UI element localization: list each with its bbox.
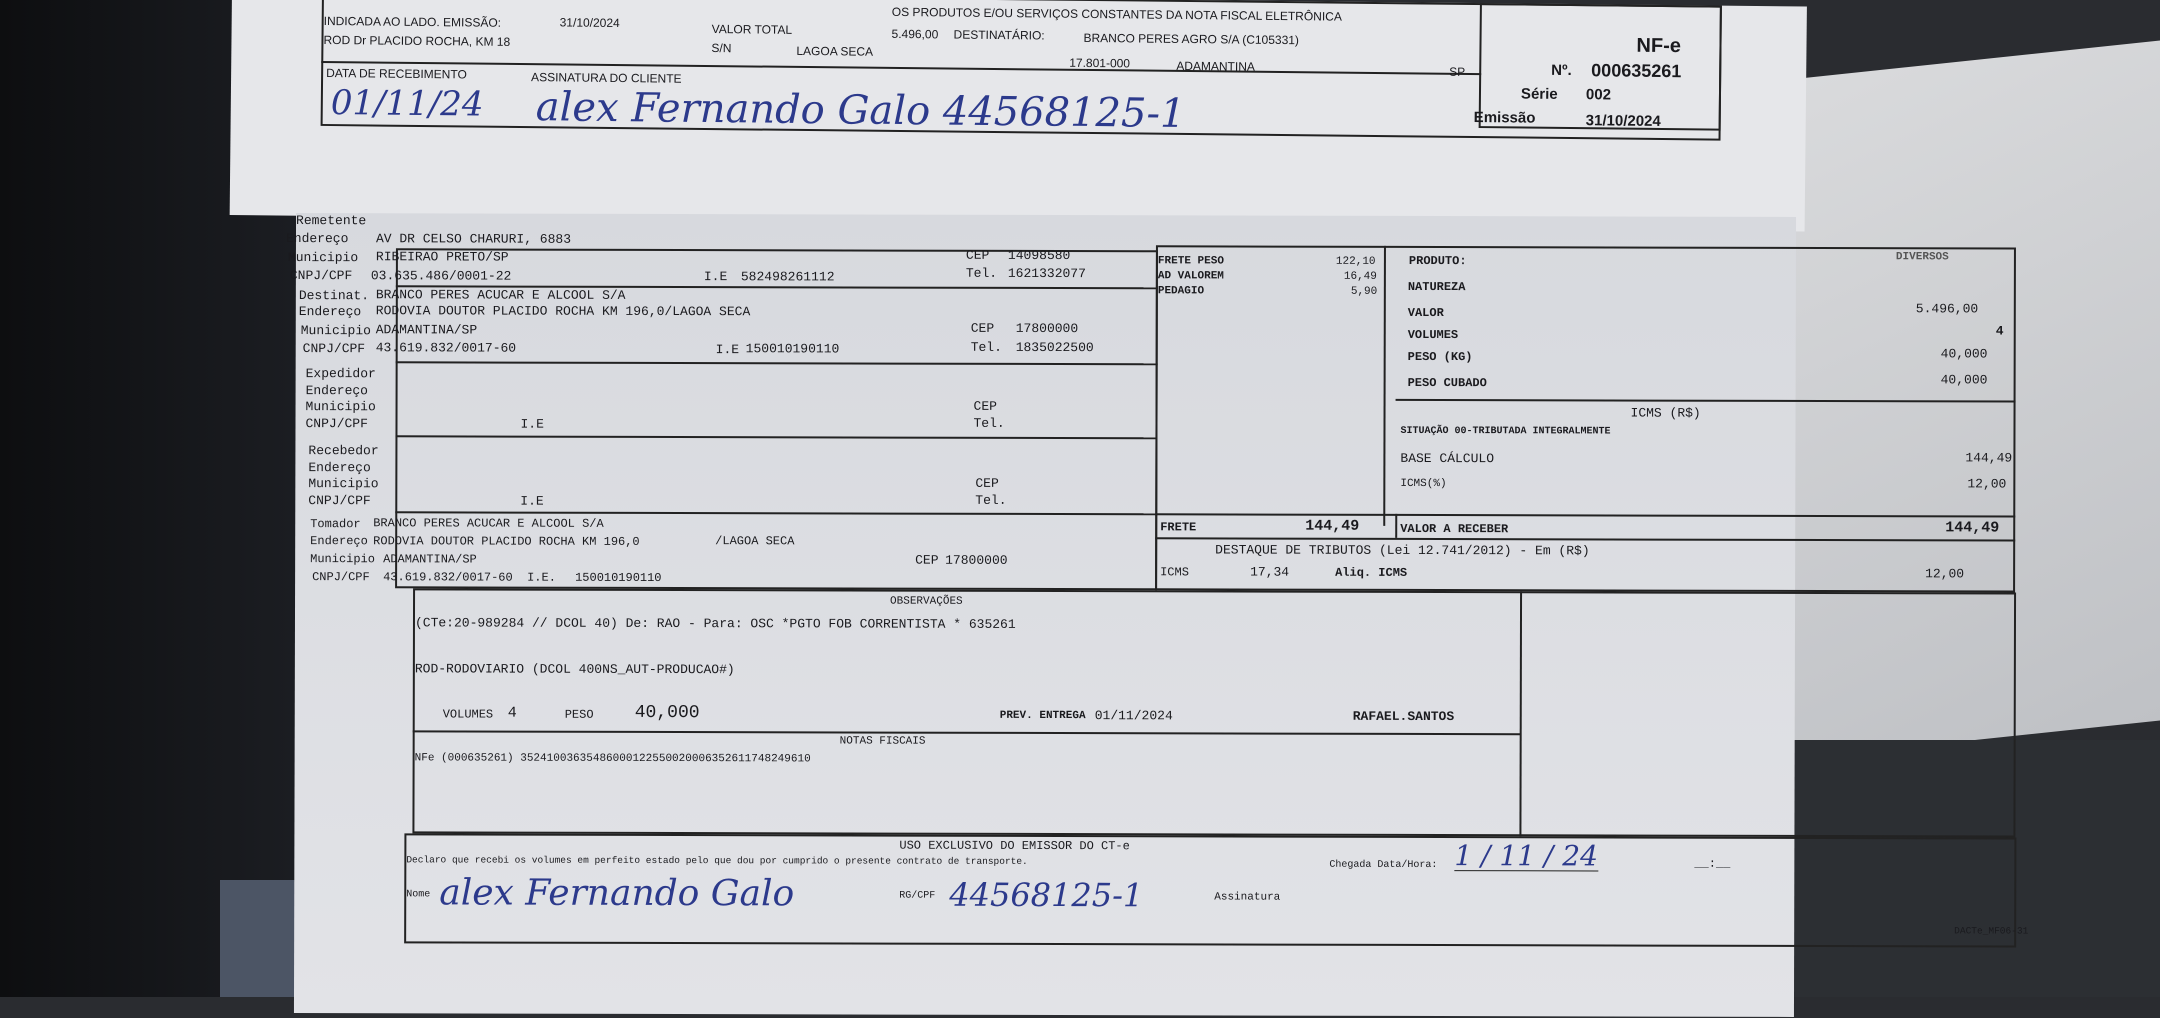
sender-zip: 14098580 [1007, 247, 1071, 264]
obs-weight: 40,000 [634, 702, 700, 724]
freight-item-value: 5,90 [1350, 285, 1378, 298]
label: Endereço [285, 231, 349, 247]
label: CEP [915, 552, 939, 568]
payer-district: /LAGOA SECA [715, 534, 795, 549]
recipient-phone: 1835022500 [1015, 339, 1094, 356]
volumes: 4 [1995, 323, 2004, 339]
freight-item-label: PEDAGIO [1157, 285, 1205, 298]
recipient: BRANCO PERES AGRO S/A (C105331) [1083, 30, 1300, 48]
sender-ie: 582498261112 [740, 269, 835, 285]
payer-ie: 150010190110 [575, 570, 662, 585]
label: CEP [970, 320, 995, 336]
label: FRETE [1160, 520, 1197, 535]
label: CNPJ/CPF [305, 416, 368, 432]
label: CEP [975, 475, 999, 491]
sender-cnpj: 03.635.486/0001-22 [370, 268, 512, 284]
label: Endereço [308, 460, 371, 476]
label: I.E [520, 493, 544, 509]
freight-total: 144,49 [1305, 517, 1360, 535]
declaration: Declaro que recebi os volumes em perfeito estado pelo que dou por cumprido o presente contrato de transporte. [406, 854, 1028, 867]
sender-city: RIBEIRAO PRETO/SP [375, 249, 509, 265]
label: INDICADA AO LADO. EMISSÃO: [323, 13, 502, 30]
label: ICMS(%) [1400, 477, 1447, 491]
recipient-ie: 150010190110 [745, 341, 840, 357]
cargo-value: 5.496,00 [1915, 301, 1979, 317]
zip: 17.801-000 [1069, 55, 1131, 71]
label: CNPJ/CPF [289, 268, 353, 284]
tax-icms: 17,34 [1250, 564, 1290, 580]
label: Emissão [1473, 109, 1536, 127]
label: VOLUMES [442, 707, 494, 722]
label: CNPJ/CPF [312, 570, 370, 585]
receiver-name-signature: alex Fernando Galo [439, 872, 795, 915]
amount-receivable: 144,49 [1945, 519, 2000, 537]
label: CEP [965, 247, 990, 263]
sender-address: AV DR CELSO CHARURI, 6883 [375, 231, 572, 247]
state: SP [1449, 64, 1466, 79]
form-code: DACTe_MF06-31 [1954, 925, 2029, 937]
city: ADAMANTINA [1176, 58, 1256, 74]
label: Municipio [287, 250, 359, 266]
label: Municipio [305, 399, 376, 415]
product: DIVERSOS [1895, 251, 1949, 264]
observations-title: OBSERVAÇÕES [890, 595, 963, 608]
label: CEP [973, 398, 997, 414]
label: ICMS [1160, 565, 1189, 580]
label: Remetente [296, 213, 367, 229]
label: Municipio [308, 476, 379, 492]
label: Assinatura [1214, 891, 1281, 904]
dacte-document [285, 213, 2029, 1017]
district: LAGOA SECA [796, 43, 874, 59]
label: I.E [520, 416, 544, 432]
recipient-cnpj: 43.619.832/0017-60 [375, 340, 517, 356]
nfe-number: 000635261 [1591, 60, 1682, 82]
tax-rate: 12,00 [1925, 566, 1965, 582]
icms-base: 144,49 [1965, 450, 2013, 466]
recipient-zip: 17800000 [1015, 320, 1079, 337]
label: Recebedor [308, 443, 379, 459]
handwritten-date: 01/11/24 [330, 83, 484, 125]
label: Endereço [305, 383, 369, 399]
number: S/N [711, 41, 732, 56]
freight-item-label: FRETE PESO [1157, 255, 1224, 268]
nfe-receipt-stub [230, 0, 1807, 231]
address: ROD Dr PLACIDO ROCHA, KM 18 [323, 32, 511, 49]
freight-item-label: AD VALOREM [1157, 270, 1224, 283]
total-value: 5.496,00 [891, 26, 939, 42]
sender-phone: 1621332077 [1007, 265, 1086, 282]
payer-name: BRANCO PERES ACUCAR E ALCOOL S/A [373, 516, 604, 531]
label: Nº. [1551, 61, 1572, 80]
label: Série [1520, 85, 1558, 103]
label: PESO (KG) [1407, 349, 1473, 365]
label: Tel. [973, 415, 1005, 431]
icms-situation: SITUAÇÃO 00-TRIBUTADA INTEGRALMENTE [1400, 425, 1611, 438]
label: Tel. [970, 339, 1002, 355]
payer-cnpj: 43.619.832/0017-60 [383, 570, 513, 585]
label: VOLUMES [1407, 327, 1459, 343]
label: Aliq. ICMS [1335, 565, 1408, 580]
label: DESTINATÁRIO: [953, 27, 1045, 43]
nfe-emission: 31/10/2024 [1585, 112, 1661, 130]
cubed-weight: 40,000 [1940, 372, 1988, 388]
label: VALOR A RECEBER [1400, 521, 1509, 537]
recipient-address: RODOVIA DOUTOR PLACIDO ROCHA KM 196,0/LAGOA SECA [375, 303, 751, 320]
label: Expedidor [305, 366, 376, 382]
label: VALOR [1407, 305, 1444, 321]
label: ASSINATURA DO CLIENTE [531, 70, 682, 86]
issuer-user: RAFAEL.SANTOS [1352, 708, 1455, 725]
customer-signature: alex Fernando Galo 44568125-1 [535, 84, 1186, 137]
label: Tel. [975, 492, 1007, 508]
series: 002 [1585, 86, 1612, 104]
label: PREV. ENTREGA [999, 709, 1086, 723]
label: Municipio [310, 552, 375, 567]
payer-city: ADAMANTINA/SP [383, 552, 477, 567]
receipt-title: USO EXCLUSIVO DO EMISSOR DO CT-e [899, 838, 1130, 854]
payer-address: RODOVIA DOUTOR PLACIDO ROCHA KM 196,0 [373, 534, 640, 549]
label: I.E [715, 342, 740, 358]
expected-delivery: 01/11/2024 [1094, 708, 1173, 724]
invoices-title: NOTAS FISCAIS [839, 735, 926, 748]
label: Tomador [310, 517, 361, 532]
freight-item-value: 122,10 [1335, 255, 1376, 268]
stub-text: OS PRODUTOS E/OU SERVIÇOS CONSTANTES DA NOTA FISCAL ELETRÔNICA [891, 4, 1342, 24]
recipient-name: BRANCO PERES ACUCAR E ALCOOL S/A [375, 287, 626, 303]
label: I.E [703, 269, 728, 285]
weight: 40,000 [1940, 346, 1988, 362]
label: RG/CPF [899, 890, 936, 902]
label: DATA DE RECEBIMENTO [326, 65, 467, 82]
label: CNPJ/CPF [308, 493, 371, 509]
nfe-title: NF-e [1636, 34, 1682, 58]
label: Nome [406, 889, 431, 901]
label: VALOR TOTAL [711, 22, 793, 37]
taxes-title: DESTAQUE DE TRIBUTOS (Lei 12.741/2012) - Em (R$) [1215, 542, 1590, 559]
label: PESO [564, 707, 594, 722]
arrival-time: __:__ [1694, 856, 1731, 871]
observation-line: ROD-RODOVIARIO (DCOL 400NS_AUT-PRODUCAO#) [414, 661, 735, 678]
label: CNPJ/CPF [302, 341, 366, 357]
divider [1395, 514, 1397, 538]
label: PRODUTO: [1408, 253, 1467, 269]
freight-item-value: 16,49 [1343, 270, 1377, 283]
label: Endereço [298, 304, 362, 320]
label: Endereço [310, 534, 368, 549]
observation-line: (CTe:20-989284 // DCOL 40) De: RAO - Para: OSC *PGTO FOB CORRENTISTA * 635261 [414, 615, 1016, 632]
label: BASE CÁLCULO [1400, 450, 1495, 467]
invoice-line: NFe (000635261) 35241003635486000122550020006352611748249610 [414, 752, 811, 766]
obs-volumes: 4 [507, 704, 517, 722]
label: Municipio [300, 323, 371, 339]
payer-zip: 17800000 [945, 552, 1008, 568]
icms-title: ICMS (R$) [1630, 405, 1701, 421]
arrival-date: 1 / 11 / 24 [1454, 839, 1598, 873]
label: Chegada Data/Hora: [1329, 859, 1438, 872]
emission-date: 31/10/2024 [559, 15, 620, 31]
recipient-city: ADAMANTINA/SP [375, 322, 478, 338]
label: NATUREZA [1407, 279, 1466, 295]
icms-rate: 12,00 [1967, 476, 2007, 492]
label: Tel. [965, 265, 998, 281]
label: PESO CUBADO [1407, 375, 1487, 391]
receiver-id: 44568125-1 [949, 875, 1144, 915]
label: I.E. [527, 570, 556, 585]
label: Destinat. [298, 288, 370, 304]
